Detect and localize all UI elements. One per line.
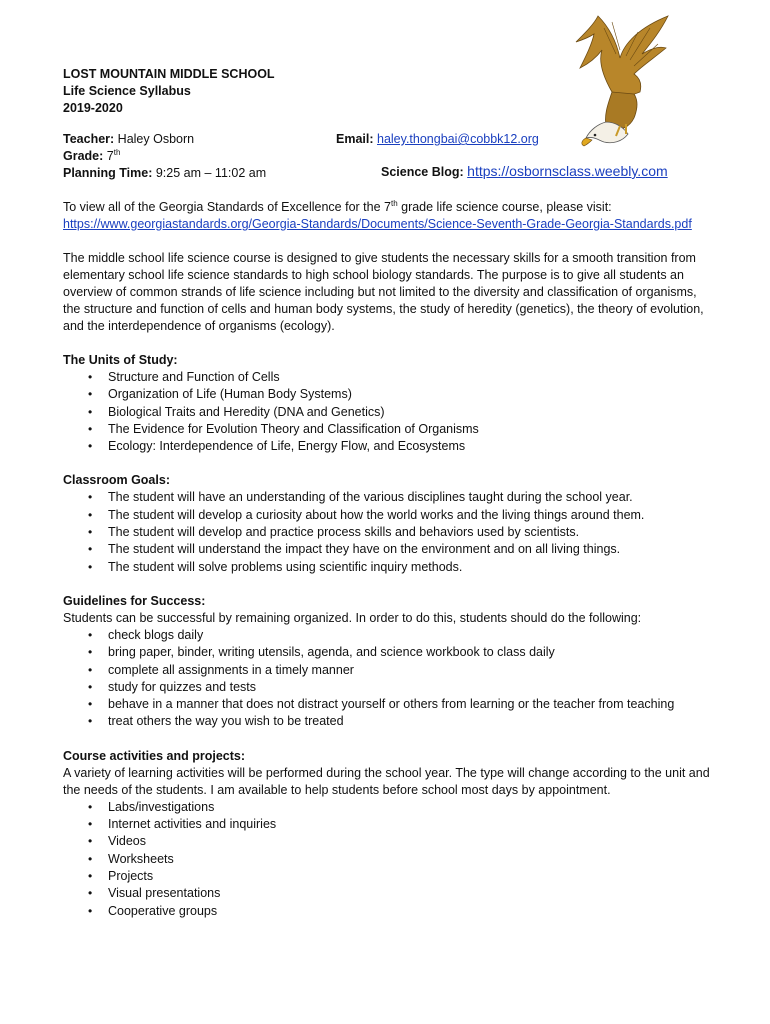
document-header bbox=[63, 66, 713, 117]
teacher-name: Haley Osborn bbox=[117, 132, 195, 146]
standards-text-pre: To view all of the Georgia Standards of Excellence for the 7 bbox=[63, 200, 391, 214]
standards-text-post: grade life science course, please visit: bbox=[397, 200, 612, 214]
list-item: • Projects bbox=[108, 868, 713, 885]
activities-title: Course activities and projects: bbox=[63, 748, 246, 763]
list-item: • Internet activities and inquiries bbox=[108, 816, 713, 833]
list-item: • study for quizzes and tests bbox=[108, 679, 713, 696]
teacher-label: Teacher: bbox=[63, 132, 115, 146]
standards-sup: th bbox=[390, 198, 398, 208]
grade-value: 7 bbox=[106, 149, 114, 163]
planning-label: Planning Time: bbox=[63, 166, 153, 180]
planning-time: 9:25 am – 11:02 am bbox=[155, 166, 267, 180]
guidelines-title: Guidelines for Success: bbox=[63, 593, 206, 608]
list-item: • check blogs daily bbox=[108, 627, 713, 644]
email-label: Email: bbox=[336, 132, 374, 146]
goals-title: Classroom Goals: bbox=[63, 473, 170, 488]
goals-list bbox=[63, 489, 713, 575]
standards-section bbox=[63, 199, 713, 233]
units-title: The Units of Study: bbox=[63, 353, 178, 367]
guidelines-intro: Students can be successful by remaining organized. In order to do this, students should do the following: bbox=[63, 610, 642, 625]
list-item: • The student will develop and practice process skills and behaviors used by scientists. bbox=[108, 524, 713, 541]
list-item: • The student will solve problems using scientific inquiry methods. bbox=[108, 559, 713, 576]
list-item: • behave in a manner that does not distract yourself or others from learning or the teacher from teaching bbox=[108, 696, 713, 713]
course-title: Life Science Syllabus bbox=[63, 84, 191, 98]
guidelines-list bbox=[63, 627, 713, 731]
list-item: • Videos bbox=[108, 833, 713, 850]
activities-section bbox=[63, 748, 713, 920]
list-item: • The student will understand the impact they have on the environment and on all living things. bbox=[108, 541, 713, 558]
standards-text bbox=[63, 199, 713, 216]
list-item: • Biological Traits and Heredity (DNA and Genetics) bbox=[108, 404, 713, 421]
list-item: • Visual presentations bbox=[108, 885, 713, 902]
list-item: • treat others the way you wish to be treated bbox=[108, 713, 713, 730]
list-item: • bring paper, binder, writing utensils, agenda, and science workbook to class daily bbox=[108, 644, 713, 661]
guidelines-section bbox=[63, 593, 713, 731]
activities-list bbox=[63, 799, 713, 920]
list-item: • Structure and Function of Cells bbox=[108, 369, 713, 386]
school-name: LOST MOUNTAIN MIDDLE SCHOOL bbox=[63, 67, 275, 81]
list-item: • Worksheets bbox=[108, 851, 713, 868]
list-item: • The student will have an understanding of the various disciplines taught during the school year. bbox=[108, 489, 713, 506]
blog-label: Science Blog: bbox=[381, 165, 464, 179]
activities-intro: A variety of learning activities will be performed during the school year. The type will change according to the unit and the needs of the students. I am available to help students before school most days by appointment. bbox=[63, 765, 710, 797]
list-item: • Labs/investigations bbox=[108, 799, 713, 816]
list-item: • Ecology: Interdependence of Life, Energy Flow, and Ecosystems bbox=[108, 438, 713, 455]
units-list bbox=[63, 369, 713, 455]
grade-label: Grade: bbox=[63, 149, 104, 163]
intro-paragraph: The middle school life science course is designed to give students the necessary skills for a smooth transition from elementary school life science standards to high school biology standards. The purpose is to give all students an overview of common strands of life science including but not limited to the diversity and classification of organisms, the structure and function of cells and human body systems, the study of heredity (genetics), the theory of evolution, and the interdependence of organisms (ecology). bbox=[63, 251, 704, 333]
list-item: • The Evidence for Evolution Theory and Classification of Organisms bbox=[108, 421, 713, 438]
email-link[interactable]: haley.thongbai@cobbk12.org bbox=[377, 132, 539, 146]
list-item: • Cooperative groups bbox=[108, 903, 713, 920]
list-item: • The student will develop a curiosity about how the world works and the living things around them. bbox=[108, 507, 713, 524]
list-item: • Organization of Life (Human Body Systems) bbox=[108, 386, 713, 403]
teacher-info bbox=[63, 131, 713, 183]
list-item: • complete all assignments in a timely manner bbox=[108, 662, 713, 679]
standards-link[interactable]: https://www.georgiastandards.org/Georgia-Standards/Documents/Science-Seventh-Grade-Georgia-Standards.pdf bbox=[63, 217, 692, 231]
goals-section bbox=[63, 472, 713, 575]
units-section bbox=[63, 352, 713, 455]
school-year: 2019-2020 bbox=[63, 101, 123, 115]
blog-link[interactable]: https://osbornsclass.weebly.com bbox=[467, 163, 668, 179]
grade-sup: th bbox=[113, 147, 121, 157]
